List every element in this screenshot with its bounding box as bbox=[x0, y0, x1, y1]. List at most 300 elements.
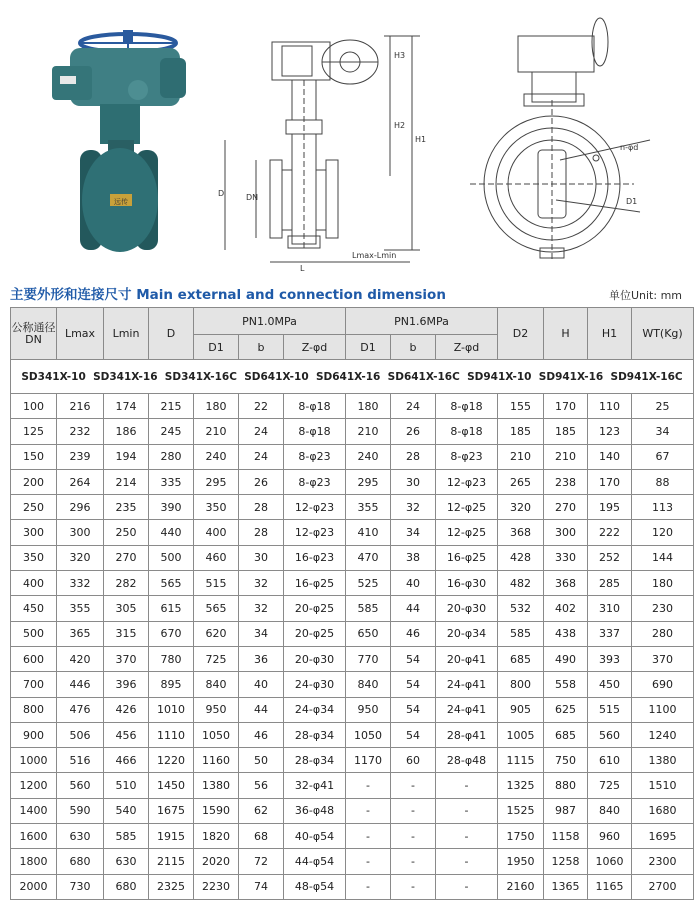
cell-pn10-b: 50 bbox=[239, 748, 284, 773]
cell-lmin: 585 bbox=[104, 824, 149, 849]
cell-h1: 310 bbox=[588, 596, 632, 621]
cell-lmin: 680 bbox=[104, 874, 149, 899]
cell-pn16-d1: 470 bbox=[346, 545, 391, 570]
cell-h1: 285 bbox=[588, 571, 632, 596]
cell-lmax: 216 bbox=[57, 394, 104, 419]
cell-pn10-z: 28-φ34 bbox=[284, 722, 346, 747]
cell-pn10-z: 20-φ25 bbox=[284, 621, 346, 646]
cell-d2: 905 bbox=[498, 697, 544, 722]
cell-dn: 300 bbox=[11, 520, 57, 545]
cell-d: 280 bbox=[149, 444, 194, 469]
cell-pn10-b: 22 bbox=[239, 394, 284, 419]
cell-pn16-d1: 950 bbox=[346, 697, 391, 722]
cell-pn10-z: 24-φ30 bbox=[284, 672, 346, 697]
cell-wt: 1510 bbox=[632, 773, 694, 798]
cell-pn16-d1: - bbox=[346, 824, 391, 849]
header-lmax: Lmax bbox=[57, 308, 104, 360]
cell-dn: 150 bbox=[11, 444, 57, 469]
cell-wt: 113 bbox=[632, 495, 694, 520]
cell-pn10-z: 28-φ34 bbox=[284, 748, 346, 773]
cell-pn16-b: - bbox=[391, 773, 436, 798]
cell-h: 185 bbox=[544, 419, 588, 444]
table-row bbox=[11, 394, 694, 419]
cell-pn10-d1: 1590 bbox=[194, 798, 239, 823]
cell-d2: 1950 bbox=[498, 849, 544, 874]
cell-pn10-d1: 1050 bbox=[194, 722, 239, 747]
cell-pn10-z: 8-φ18 bbox=[284, 394, 346, 419]
cell-dn: 600 bbox=[11, 646, 57, 671]
table-row bbox=[11, 849, 694, 874]
cell-h1: 610 bbox=[588, 748, 632, 773]
cell-wt: 690 bbox=[632, 672, 694, 697]
cell-d2: 585 bbox=[498, 621, 544, 646]
cell-lmin: 270 bbox=[104, 545, 149, 570]
cell-pn10-b: 40 bbox=[239, 672, 284, 697]
header-pn16-d1: D1 bbox=[346, 335, 391, 360]
cell-h: 170 bbox=[544, 394, 588, 419]
cell-wt: 2700 bbox=[632, 874, 694, 899]
cell-lmin: 456 bbox=[104, 722, 149, 747]
cell-pn16-z: 8-φ18 bbox=[436, 419, 498, 444]
cell-lmin: 186 bbox=[104, 419, 149, 444]
cell-h1: 1165 bbox=[588, 874, 632, 899]
cell-d2: 185 bbox=[498, 419, 544, 444]
cell-lmin: 174 bbox=[104, 394, 149, 419]
cell-h: 558 bbox=[544, 672, 588, 697]
cell-d2: 1525 bbox=[498, 798, 544, 823]
cell-pn10-b: 30 bbox=[239, 545, 284, 570]
cell-pn16-b: 44 bbox=[391, 596, 436, 621]
cell-d2: 1005 bbox=[498, 722, 544, 747]
table-row bbox=[11, 722, 694, 747]
models-row bbox=[11, 360, 694, 394]
cell-pn16-z: 28-φ48 bbox=[436, 748, 498, 773]
cell-pn16-b: 54 bbox=[391, 646, 436, 671]
cell-d: 615 bbox=[149, 596, 194, 621]
cell-lmax: 300 bbox=[57, 520, 104, 545]
header-lmin: Lmin bbox=[104, 308, 149, 360]
cell-pn16-z: 20-φ34 bbox=[436, 621, 498, 646]
table-row bbox=[11, 419, 694, 444]
cell-lmax: 516 bbox=[57, 748, 104, 773]
table-row bbox=[11, 621, 694, 646]
cell-pn16-z: - bbox=[436, 849, 498, 874]
cell-wt: 120 bbox=[632, 520, 694, 545]
cell-pn16-d1: 840 bbox=[346, 672, 391, 697]
cell-pn16-d1: 410 bbox=[346, 520, 391, 545]
cell-d: 780 bbox=[149, 646, 194, 671]
cell-dn: 100 bbox=[11, 394, 57, 419]
cell-pn10-z: 36-φ48 bbox=[284, 798, 346, 823]
cell-pn10-b: 32 bbox=[239, 596, 284, 621]
label-h1: H1 bbox=[415, 135, 427, 144]
table-row bbox=[11, 824, 694, 849]
cell-dn: 350 bbox=[11, 545, 57, 570]
cell-pn10-z: 44-φ54 bbox=[284, 849, 346, 874]
front-view-drawing bbox=[470, 18, 650, 262]
cell-pn10-b: 32 bbox=[239, 571, 284, 596]
dimension-table bbox=[10, 307, 694, 900]
section-header bbox=[10, 283, 692, 305]
cell-lmax: 446 bbox=[57, 672, 104, 697]
table-row bbox=[11, 545, 694, 570]
cell-d: 1220 bbox=[149, 748, 194, 773]
cell-dn: 2000 bbox=[11, 874, 57, 899]
cell-d2: 368 bbox=[498, 520, 544, 545]
cell-h: 625 bbox=[544, 697, 588, 722]
cell-lmin: 282 bbox=[104, 571, 149, 596]
cell-h: 1258 bbox=[544, 849, 588, 874]
cell-pn10-z: 24-φ34 bbox=[284, 697, 346, 722]
cell-lmax: 506 bbox=[57, 722, 104, 747]
cell-d2: 2160 bbox=[498, 874, 544, 899]
header-h: H bbox=[544, 308, 588, 360]
cell-h: 987 bbox=[544, 798, 588, 823]
cell-pn16-b: 34 bbox=[391, 520, 436, 545]
cell-pn16-z: 28-φ41 bbox=[436, 722, 498, 747]
cell-pn16-d1: 355 bbox=[346, 495, 391, 520]
table-row bbox=[11, 571, 694, 596]
cell-dn: 800 bbox=[11, 697, 57, 722]
cell-h1: 515 bbox=[588, 697, 632, 722]
cell-d: 1110 bbox=[149, 722, 194, 747]
cell-pn10-d1: 840 bbox=[194, 672, 239, 697]
cell-d: 565 bbox=[149, 571, 194, 596]
cell-pn16-b: 46 bbox=[391, 621, 436, 646]
table-row bbox=[11, 874, 694, 899]
cell-d: 1915 bbox=[149, 824, 194, 849]
cell-pn10-z: 32-φ41 bbox=[284, 773, 346, 798]
cell-pn10-b: 28 bbox=[239, 520, 284, 545]
cell-dn: 1200 bbox=[11, 773, 57, 798]
cell-lmin: 370 bbox=[104, 646, 149, 671]
cell-h1: 140 bbox=[588, 444, 632, 469]
cell-pn16-d1: 650 bbox=[346, 621, 391, 646]
table-row bbox=[11, 444, 694, 469]
section-title: 主要外形和连接尺寸 Main external and connection dimension bbox=[10, 287, 446, 303]
cell-pn16-d1: - bbox=[346, 773, 391, 798]
cell-pn10-d1: 295 bbox=[194, 469, 239, 494]
cell-pn16-z: 12-φ25 bbox=[436, 495, 498, 520]
cell-dn: 1800 bbox=[11, 849, 57, 874]
cell-pn10-z: 8-φ23 bbox=[284, 469, 346, 494]
cell-dn: 200 bbox=[11, 469, 57, 494]
label-d1: D1 bbox=[626, 197, 638, 206]
header-dn: 公称通径DN bbox=[11, 308, 57, 360]
cell-pn16-d1: 210 bbox=[346, 419, 391, 444]
cell-d2: 1115 bbox=[498, 748, 544, 773]
cell-pn16-d1: 295 bbox=[346, 469, 391, 494]
cell-lmin: 510 bbox=[104, 773, 149, 798]
header-pn10: PN1.0MPa bbox=[194, 308, 346, 335]
cell-lmax: 320 bbox=[57, 545, 104, 570]
cell-pn10-b: 68 bbox=[239, 824, 284, 849]
cell-h: 270 bbox=[544, 495, 588, 520]
cell-pn16-b: 54 bbox=[391, 672, 436, 697]
cell-lmax: 296 bbox=[57, 495, 104, 520]
label-n-phi-d: n-φd bbox=[620, 143, 639, 152]
cell-lmin: 305 bbox=[104, 596, 149, 621]
cell-pn10-z: 8-φ23 bbox=[284, 444, 346, 469]
cell-pn10-d1: 1380 bbox=[194, 773, 239, 798]
table-row bbox=[11, 646, 694, 671]
cell-lmin: 540 bbox=[104, 798, 149, 823]
cell-lmax: 730 bbox=[57, 874, 104, 899]
cell-d2: 482 bbox=[498, 571, 544, 596]
cell-d2: 210 bbox=[498, 444, 544, 469]
cell-pn10-d1: 240 bbox=[194, 444, 239, 469]
cell-lmax: 239 bbox=[57, 444, 104, 469]
cell-h1: 840 bbox=[588, 798, 632, 823]
table-row bbox=[11, 520, 694, 545]
cell-pn10-z: 40-φ54 bbox=[284, 824, 346, 849]
header-pn16-b: b bbox=[391, 335, 436, 360]
cell-pn10-b: 24 bbox=[239, 419, 284, 444]
cell-h: 750 bbox=[544, 748, 588, 773]
cell-dn: 500 bbox=[11, 621, 57, 646]
cell-pn16-b: 26 bbox=[391, 419, 436, 444]
cell-h1: 450 bbox=[588, 672, 632, 697]
cell-pn10-d1: 565 bbox=[194, 596, 239, 621]
cell-dn: 1400 bbox=[11, 798, 57, 823]
cell-h1: 195 bbox=[588, 495, 632, 520]
cell-dn: 1000 bbox=[11, 748, 57, 773]
label-d: D bbox=[218, 189, 225, 198]
cell-pn10-b: 44 bbox=[239, 697, 284, 722]
cell-lmin: 235 bbox=[104, 495, 149, 520]
cell-h1: 252 bbox=[588, 545, 632, 570]
cell-wt: 230 bbox=[632, 596, 694, 621]
cell-lmax: 476 bbox=[57, 697, 104, 722]
cell-pn16-z: - bbox=[436, 798, 498, 823]
cell-h1: 123 bbox=[588, 419, 632, 444]
cell-dn: 900 bbox=[11, 722, 57, 747]
table-row bbox=[11, 773, 694, 798]
cell-wt: 2300 bbox=[632, 849, 694, 874]
table-row bbox=[11, 469, 694, 494]
cell-dn: 250 bbox=[11, 495, 57, 520]
cell-h1: 560 bbox=[588, 722, 632, 747]
cell-pn16-z: - bbox=[436, 773, 498, 798]
cell-d: 390 bbox=[149, 495, 194, 520]
cell-h: 438 bbox=[544, 621, 588, 646]
cell-pn10-d1: 725 bbox=[194, 646, 239, 671]
cell-wt: 1100 bbox=[632, 697, 694, 722]
cell-pn10-z: 12-φ23 bbox=[284, 495, 346, 520]
cell-pn10-d1: 400 bbox=[194, 520, 239, 545]
cell-pn16-d1: 180 bbox=[346, 394, 391, 419]
cell-pn16-d1: 770 bbox=[346, 646, 391, 671]
cell-pn10-d1: 515 bbox=[194, 571, 239, 596]
cell-lmin: 396 bbox=[104, 672, 149, 697]
cell-pn16-b: 40 bbox=[391, 571, 436, 596]
header-pn10-d1: D1 bbox=[194, 335, 239, 360]
cell-d: 670 bbox=[149, 621, 194, 646]
cell-pn16-b: 28 bbox=[391, 444, 436, 469]
cell-d2: 320 bbox=[498, 495, 544, 520]
cell-pn16-z: 12-φ25 bbox=[436, 520, 498, 545]
header-h1: H1 bbox=[588, 308, 632, 360]
cell-lmin: 426 bbox=[104, 697, 149, 722]
cell-d2: 532 bbox=[498, 596, 544, 621]
cell-lmin: 315 bbox=[104, 621, 149, 646]
cell-wt: 1380 bbox=[632, 748, 694, 773]
cell-h: 685 bbox=[544, 722, 588, 747]
header-d: D bbox=[149, 308, 194, 360]
cell-pn10-d1: 1160 bbox=[194, 748, 239, 773]
header-pn16: PN1.6MPa bbox=[346, 308, 498, 335]
cell-pn10-d1: 620 bbox=[194, 621, 239, 646]
label-l: L bbox=[300, 264, 305, 273]
cell-pn16-b: 54 bbox=[391, 722, 436, 747]
cell-pn10-b: 72 bbox=[239, 849, 284, 874]
cell-pn10-b: 56 bbox=[239, 773, 284, 798]
cell-d2: 428 bbox=[498, 545, 544, 570]
cell-d: 1450 bbox=[149, 773, 194, 798]
side-elevation-drawing bbox=[225, 36, 420, 262]
cell-lmax: 264 bbox=[57, 469, 104, 494]
table-row bbox=[11, 748, 694, 773]
cell-wt: 370 bbox=[632, 646, 694, 671]
cell-lmin: 214 bbox=[104, 469, 149, 494]
cell-pn10-z: 20-φ25 bbox=[284, 596, 346, 621]
cell-pn16-z: 8-φ18 bbox=[436, 394, 498, 419]
cell-wt: 25 bbox=[632, 394, 694, 419]
cell-pn10-b: 28 bbox=[239, 495, 284, 520]
cell-wt: 67 bbox=[632, 444, 694, 469]
cell-pn10-z: 12-φ23 bbox=[284, 520, 346, 545]
label-h3: H3 bbox=[394, 51, 406, 60]
cell-h: 300 bbox=[544, 520, 588, 545]
cell-h: 368 bbox=[544, 571, 588, 596]
cell-lmin: 630 bbox=[104, 849, 149, 874]
model-list: SD341X-10 SD341X-16 SD341X-16C SD641X-10 SD641X-16 SD641X-16C SD941X-10 SD941X-16 SD941X-16C bbox=[11, 360, 694, 394]
cell-pn10-b: 34 bbox=[239, 621, 284, 646]
cell-pn16-z: - bbox=[436, 824, 498, 849]
cell-dn: 125 bbox=[11, 419, 57, 444]
label-h2: H2 bbox=[394, 121, 406, 130]
cell-pn16-z: 24-φ41 bbox=[436, 697, 498, 722]
cell-lmax: 680 bbox=[57, 849, 104, 874]
header-pn10-b: b bbox=[239, 335, 284, 360]
cell-dn: 700 bbox=[11, 672, 57, 697]
cell-pn10-d1: 350 bbox=[194, 495, 239, 520]
cell-pn16-d1: 585 bbox=[346, 596, 391, 621]
cell-lmax: 420 bbox=[57, 646, 104, 671]
cell-d2: 1325 bbox=[498, 773, 544, 798]
cell-pn16-b: - bbox=[391, 798, 436, 823]
cell-d2: 155 bbox=[498, 394, 544, 419]
cell-pn16-b: 32 bbox=[391, 495, 436, 520]
cell-pn10-d1: 950 bbox=[194, 697, 239, 722]
cell-pn10-b: 74 bbox=[239, 874, 284, 899]
cell-lmax: 560 bbox=[57, 773, 104, 798]
cell-pn10-b: 62 bbox=[239, 798, 284, 823]
cell-d: 2115 bbox=[149, 849, 194, 874]
cell-pn16-b: 30 bbox=[391, 469, 436, 494]
label-dn: DN bbox=[246, 193, 259, 202]
cell-pn16-b: - bbox=[391, 874, 436, 899]
cell-pn16-z: 20-φ30 bbox=[436, 596, 498, 621]
cell-pn16-d1: 1170 bbox=[346, 748, 391, 773]
cell-pn10-z: 16-φ23 bbox=[284, 545, 346, 570]
cell-pn16-d1: 240 bbox=[346, 444, 391, 469]
cell-lmax: 630 bbox=[57, 824, 104, 849]
cell-h: 402 bbox=[544, 596, 588, 621]
cell-lmin: 194 bbox=[104, 444, 149, 469]
cell-d2: 800 bbox=[498, 672, 544, 697]
cell-d2: 1750 bbox=[498, 824, 544, 849]
cell-d: 335 bbox=[149, 469, 194, 494]
cell-pn16-z: 20-φ41 bbox=[436, 646, 498, 671]
cell-pn10-d1: 210 bbox=[194, 419, 239, 444]
cell-wt: 280 bbox=[632, 621, 694, 646]
cell-pn10-d1: 180 bbox=[194, 394, 239, 419]
cell-pn16-z: 16-φ25 bbox=[436, 545, 498, 570]
cell-pn10-d1: 2230 bbox=[194, 874, 239, 899]
cell-lmax: 232 bbox=[57, 419, 104, 444]
cell-pn16-z: 8-φ23 bbox=[436, 444, 498, 469]
cell-pn16-d1: - bbox=[346, 874, 391, 899]
cell-h: 490 bbox=[544, 646, 588, 671]
cell-pn10-z: 16-φ25 bbox=[284, 571, 346, 596]
cell-h1: 725 bbox=[588, 773, 632, 798]
cell-pn16-b: - bbox=[391, 824, 436, 849]
cell-wt: 1695 bbox=[632, 824, 694, 849]
cell-pn16-b: - bbox=[391, 849, 436, 874]
cell-wt: 180 bbox=[632, 571, 694, 596]
cell-d2: 685 bbox=[498, 646, 544, 671]
table-row bbox=[11, 495, 694, 520]
cell-h: 330 bbox=[544, 545, 588, 570]
cell-lmin: 466 bbox=[104, 748, 149, 773]
cell-h1: 170 bbox=[588, 469, 632, 494]
cell-wt: 1680 bbox=[632, 798, 694, 823]
cell-wt: 144 bbox=[632, 545, 694, 570]
cell-d: 215 bbox=[149, 394, 194, 419]
cell-pn16-d1: 525 bbox=[346, 571, 391, 596]
table-row bbox=[11, 596, 694, 621]
cell-lmax: 365 bbox=[57, 621, 104, 646]
cell-lmax: 590 bbox=[57, 798, 104, 823]
unit-label: 单位Unit: mm bbox=[608, 289, 682, 302]
cell-pn16-d1: - bbox=[346, 849, 391, 874]
cell-pn10-d1: 1820 bbox=[194, 824, 239, 849]
cell-lmax: 355 bbox=[57, 596, 104, 621]
header-wt: WT(Kg) bbox=[632, 308, 694, 360]
cell-d: 895 bbox=[149, 672, 194, 697]
cell-dn: 1600 bbox=[11, 824, 57, 849]
cell-h: 210 bbox=[544, 444, 588, 469]
cell-pn16-z: - bbox=[436, 874, 498, 899]
cell-pn16-b: 54 bbox=[391, 697, 436, 722]
cell-pn16-b: 38 bbox=[391, 545, 436, 570]
cell-lmin: 250 bbox=[104, 520, 149, 545]
cell-d: 500 bbox=[149, 545, 194, 570]
cell-pn16-d1: 1050 bbox=[346, 722, 391, 747]
table-row bbox=[11, 672, 694, 697]
cell-h1: 1060 bbox=[588, 849, 632, 874]
cell-d: 245 bbox=[149, 419, 194, 444]
cell-d: 1010 bbox=[149, 697, 194, 722]
cell-wt: 34 bbox=[632, 419, 694, 444]
cell-h1: 393 bbox=[588, 646, 632, 671]
cell-pn10-b: 26 bbox=[239, 469, 284, 494]
cell-h1: 337 bbox=[588, 621, 632, 646]
cell-d: 440 bbox=[149, 520, 194, 545]
header-pn10-z: Z-φd bbox=[284, 335, 346, 360]
cell-pn10-d1: 2020 bbox=[194, 849, 239, 874]
